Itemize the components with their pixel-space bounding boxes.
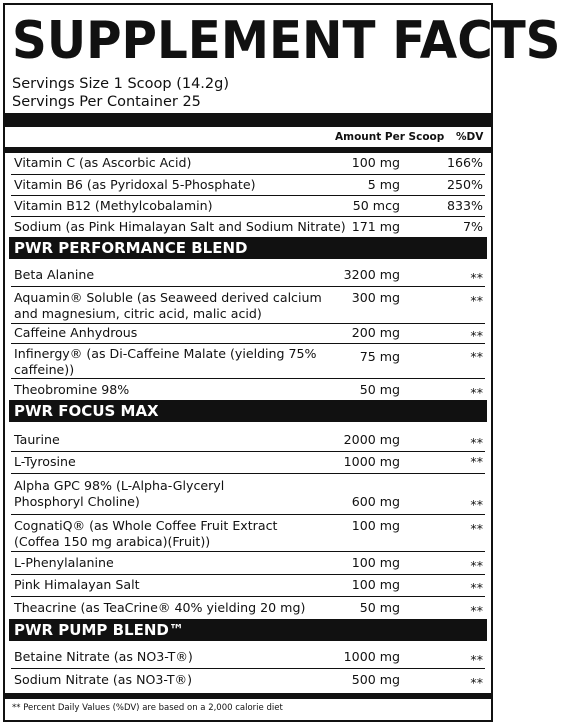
ingredient-dv: ** — [470, 293, 483, 308]
ingredient-name: L-Tyrosine — [14, 454, 76, 469]
panel-title: SUPPLEMENT FACTS — [12, 11, 561, 71]
ingredient-dv: ** — [470, 349, 483, 364]
ingredient-dv: ** — [470, 580, 483, 595]
row-divider — [11, 473, 485, 474]
row-divider — [11, 216, 485, 217]
row-divider — [11, 596, 485, 597]
row-divider — [11, 668, 485, 669]
ingredient-name: Pink Himalayan Salt — [14, 577, 140, 592]
ingredient-amount: 300 mg — [351, 290, 400, 305]
footer-thick-bar — [5, 693, 491, 699]
ingredient-amount: 200 mg — [351, 325, 400, 340]
serving-size: Servings Size 1 Scoop (14.2g) — [12, 76, 229, 92]
nutrient-dv: 250% — [446, 177, 483, 192]
ingredient-name: Theacrine (as TeaCrine® 40% yielding 20 mg) — [14, 600, 306, 615]
ingredient-name: Theobromine 98% — [14, 382, 130, 397]
ingredient-dv: ** — [470, 328, 483, 343]
section-title: PWR PUMP BLEND™ — [14, 621, 184, 639]
nutrient-name: Vitamin C (as Ascorbic Acid) — [14, 155, 192, 170]
ingredient-name: Infinergy® (as Di-Caffeine Malate (yielding 75% — [14, 346, 317, 361]
ingredient-row — [11, 478, 485, 514]
ingredient-name-continued: Phosphoryl Choline) — [14, 494, 140, 509]
row-divider — [11, 286, 485, 287]
row-divider — [11, 343, 485, 344]
nutrient-amount: 100 mg — [351, 155, 400, 170]
ingredient-amount: 75 mg — [359, 349, 400, 364]
section-header-focus-max — [9, 400, 487, 422]
ingredient-name: Aquamin® Soluble (as Seaweed derived calcium — [14, 290, 322, 305]
nutrient-amount: 50 mcg — [352, 198, 400, 213]
ingredient-dv: ** — [470, 558, 483, 573]
row-divider — [11, 174, 485, 175]
section-title: PWR PERFORMANCE BLEND — [14, 239, 248, 257]
section-header-pump-blend — [9, 619, 487, 641]
nutrient-amount: 5 mg — [367, 177, 400, 192]
footnote: ** Percent Daily Values (%DV) are based on a 2,000 calorie diet — [12, 703, 283, 713]
ingredient-amount: 50 mg — [359, 382, 400, 397]
ingredient-dv: ** — [470, 385, 483, 400]
nutrient-amount: 171 mg — [351, 219, 400, 234]
amount-column-header: Amount Per Scoop — [335, 131, 445, 143]
ingredient-dv: ** — [470, 435, 483, 450]
ingredient-row — [11, 518, 485, 552]
ingredient-name: L-Phenylalanine — [14, 555, 114, 570]
ingredient-amount: 50 mg — [359, 600, 400, 615]
ingredient-name: Alpha GPC 98% (L-Alpha-Glyceryl — [14, 478, 225, 493]
section-title: PWR FOCUS MAX — [14, 402, 159, 420]
row-divider — [11, 195, 485, 196]
ingredient-name: CognatiQ® (as Whole Coffee Fruit Extract — [14, 518, 278, 533]
nutrient-name: Vitamin B6 (as Pyridoxal 5-Phosphate) — [14, 177, 256, 192]
ingredient-name: Beta Alanine — [14, 267, 95, 282]
ingredient-amount: 100 mg — [351, 555, 400, 570]
ingredient-name: Sodium Nitrate (as NO3-T®) — [14, 672, 193, 687]
row-divider — [11, 451, 485, 452]
ingredient-dv: ** — [470, 652, 483, 667]
ingredient-amount: 3200 mg — [343, 267, 400, 282]
row-divider — [11, 551, 485, 552]
nutrient-dv: 833% — [446, 198, 483, 213]
ingredient-amount: 1000 mg — [343, 649, 400, 664]
nutrient-dv: 7% — [463, 219, 483, 234]
ingredient-amount: 100 mg — [351, 518, 400, 533]
ingredient-name: Caffeine Anhydrous — [14, 325, 138, 340]
ingredient-dv: ** — [470, 454, 483, 469]
ingredient-dv: ** — [470, 497, 483, 512]
ingredient-name: Taurine — [14, 432, 60, 447]
nutrient-name: Sodium (as Pink Himalayan Salt and Sodium Nitrate) — [14, 219, 346, 234]
ingredient-dv: ** — [470, 675, 483, 690]
ingredient-row — [11, 346, 485, 380]
ingredient-amount: 2000 mg — [343, 432, 400, 447]
ingredient-dv: ** — [470, 603, 483, 618]
ingredient-name-continued: (Coffea 150 mg arabica)(Fruit)) — [14, 534, 211, 549]
ingredient-dv: ** — [470, 270, 483, 285]
row-divider — [11, 574, 485, 575]
section-header-performance-blend — [9, 237, 487, 259]
nutrient-dv: 166% — [446, 155, 483, 170]
ingredient-name-continued: and magnesium, citric acid, malic acid) — [14, 306, 262, 321]
dv-column-header: %DV — [456, 131, 484, 143]
ingredient-amount: 1000 mg — [343, 454, 400, 469]
ingredient-amount: 100 mg — [351, 577, 400, 592]
row-divider — [11, 378, 485, 379]
column-header-bar — [5, 147, 491, 153]
ingredient-dv: ** — [470, 521, 483, 536]
row-divider — [11, 323, 485, 324]
nutrient-name: Vitamin B12 (Methylcobalamin) — [14, 198, 213, 213]
ingredient-amount: 600 mg — [351, 494, 400, 509]
ingredient-amount: 500 mg — [351, 672, 400, 687]
ingredient-row — [11, 290, 485, 324]
header-thick-bar — [5, 113, 491, 127]
servings-per-container: Servings Per Container 25 — [12, 94, 201, 110]
supplement-facts-panel — [3, 3, 561, 722]
ingredient-name-continued: caffeine)) — [14, 362, 75, 377]
row-divider — [11, 514, 485, 515]
ingredient-name: Betaine Nitrate (as NO3-T®) — [14, 649, 193, 664]
